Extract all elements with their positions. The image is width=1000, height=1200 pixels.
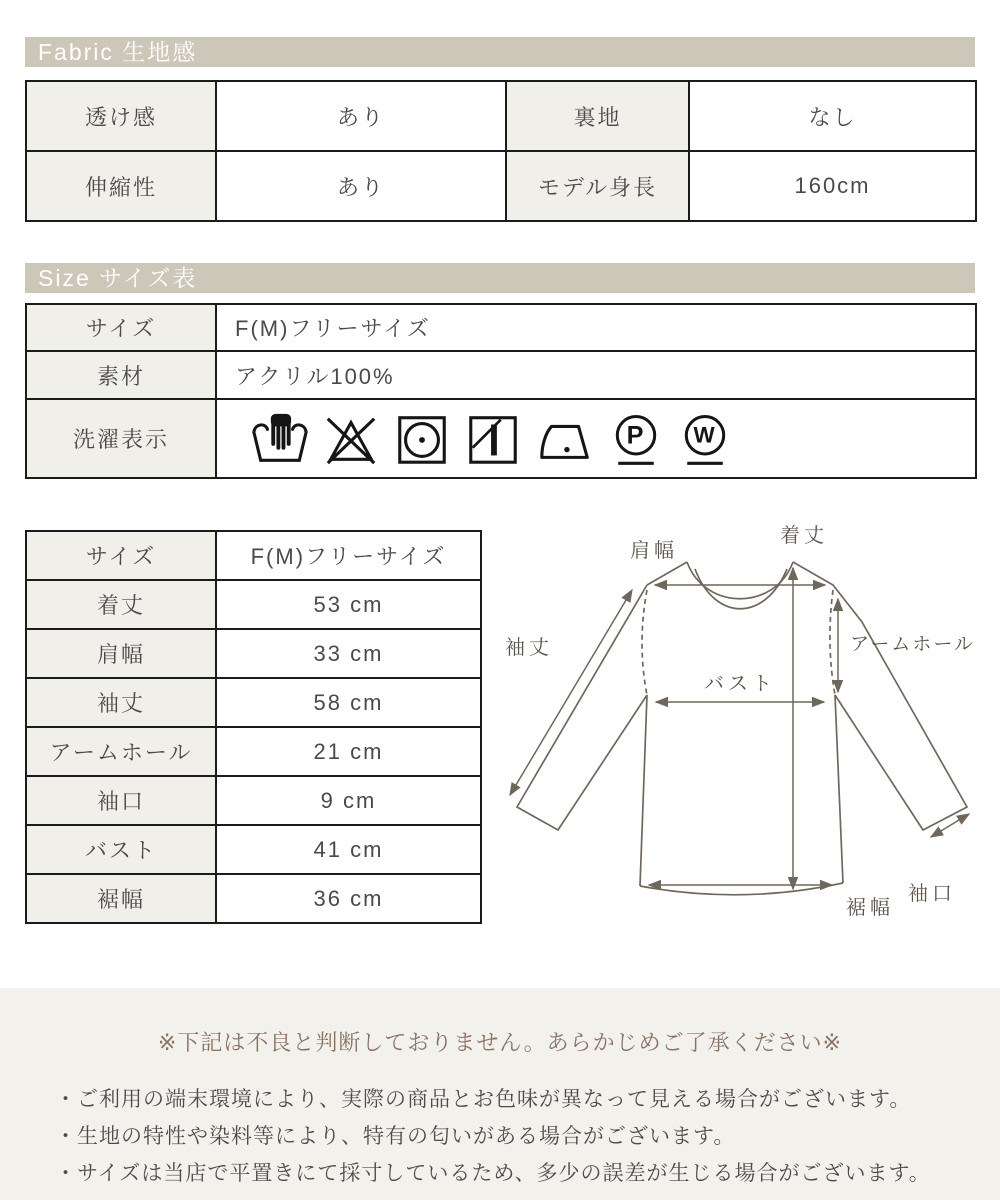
table-row: [26, 351, 976, 399]
meas-value-hem: 36 cm: [216, 874, 481, 923]
fabric-section-title: Fabric 生地感: [38, 39, 198, 65]
dry-in-shade-icon: [463, 410, 523, 468]
measurement-table: [25, 530, 482, 924]
hand-wash-icon: [250, 410, 310, 468]
diagram-label-length: 着丈: [780, 525, 828, 547]
meas-value-shoulder: 33 cm: [216, 629, 481, 678]
dry-clean-p-letter: P: [626, 421, 646, 450]
table-row: [26, 776, 481, 825]
meas-value-bust: 41 cm: [216, 825, 481, 874]
size-section-title: Size サイズ表: [38, 265, 198, 291]
size-table: [25, 303, 977, 479]
size-label-material: 素材: [26, 351, 216, 399]
meas-label-bust: バスト: [26, 825, 216, 874]
laundry-symbols: [235, 410, 975, 468]
diagram-label-sleeve: 袖丈: [505, 637, 553, 659]
fabric-value-lining: なし: [689, 81, 976, 151]
fabric-value-sheerness: あり: [216, 81, 506, 151]
garment-outline: [517, 562, 967, 895]
fabric-label-stretch: 伸縮性: [26, 151, 216, 221]
dry-clean-p-icon: [607, 410, 665, 468]
meas-value-size: F(M)フリーサイズ: [216, 531, 481, 580]
table-row: [26, 81, 976, 151]
wet-clean-w-letter: W: [693, 422, 717, 448]
size-value-material: アクリル100%: [216, 351, 976, 399]
size-value-size: F(M)フリーサイズ: [216, 304, 976, 351]
notes-footer: [0, 988, 1000, 1200]
table-row: [26, 874, 481, 923]
table-row: [26, 825, 481, 874]
meas-label-cuff: 袖口: [26, 776, 216, 825]
meas-value-sleeve: 58 cm: [216, 678, 481, 727]
fabric-value-stretch: あり: [216, 151, 506, 221]
fabric-label-model-height: モデル身長: [506, 151, 689, 221]
meas-label-hem: 裾幅: [26, 874, 216, 923]
fabric-table: [25, 80, 977, 222]
do-not-bleach-icon: [321, 410, 381, 468]
table-row: [26, 629, 481, 678]
notes-title: ※下記は不良と判断しておりません。あらかじめご了承ください※: [157, 1030, 843, 1055]
table-row: [26, 151, 976, 221]
meas-value-length: 53 cm: [216, 580, 481, 629]
table-row: [26, 727, 481, 776]
meas-value-armhole: 21 cm: [216, 727, 481, 776]
meas-label-shoulder: 肩幅: [26, 629, 216, 678]
table-row: [26, 531, 481, 580]
table-row: [26, 304, 976, 351]
diagram-label-hem: 裾幅: [846, 897, 894, 919]
fabric-label-lining: 裏地: [506, 81, 689, 151]
tumble-dry-low-icon: [392, 410, 452, 468]
garment-diagram: [480, 512, 990, 937]
meas-label-length: 着丈: [26, 580, 216, 629]
size-label-care: 洗濯表示: [26, 399, 216, 478]
size-label-size: サイズ: [26, 304, 216, 351]
cuff-arrow: [931, 814, 969, 837]
meas-label-size: サイズ: [26, 531, 216, 580]
list-item: ・生地の特性や染料等により、特有の匂いがある場合がございます。: [55, 1125, 736, 1148]
list-item: ・サイズは当店で平置きにて採寸しているため、多少の誤差が生じる場合がございます。: [55, 1162, 931, 1185]
fabric-section-header: [25, 37, 975, 67]
meas-label-sleeve: 袖丈: [26, 678, 216, 727]
diagram-label-bust: バスト: [704, 673, 776, 695]
notes-list: [0, 1081, 1000, 1192]
diagram-label-cuff: 袖口: [908, 883, 956, 905]
table-row: [26, 399, 976, 478]
measurement-arrows: [510, 568, 969, 889]
diagram-label-shoulder: 肩幅: [630, 540, 678, 562]
iron-low-heat-icon: [534, 410, 596, 468]
wet-clean-w-icon: [676, 410, 734, 468]
table-row: [26, 678, 481, 727]
fabric-label-sheerness: 透け感: [26, 81, 216, 151]
list-item: ・ご利用の端末環境により、実際の商品とお色味が異なって見える場合がございます。: [55, 1088, 912, 1111]
fabric-value-model-height: 160cm: [689, 151, 976, 221]
meas-label-armhole: アームホール: [26, 727, 216, 776]
diagram-label-armhole: アームホール: [850, 634, 976, 655]
meas-value-cuff: 9 cm: [216, 776, 481, 825]
table-row: [26, 580, 481, 629]
sleeve-arrow: [510, 590, 632, 795]
size-section-header: [25, 263, 975, 293]
laundry-symbols-cell: [216, 399, 976, 478]
